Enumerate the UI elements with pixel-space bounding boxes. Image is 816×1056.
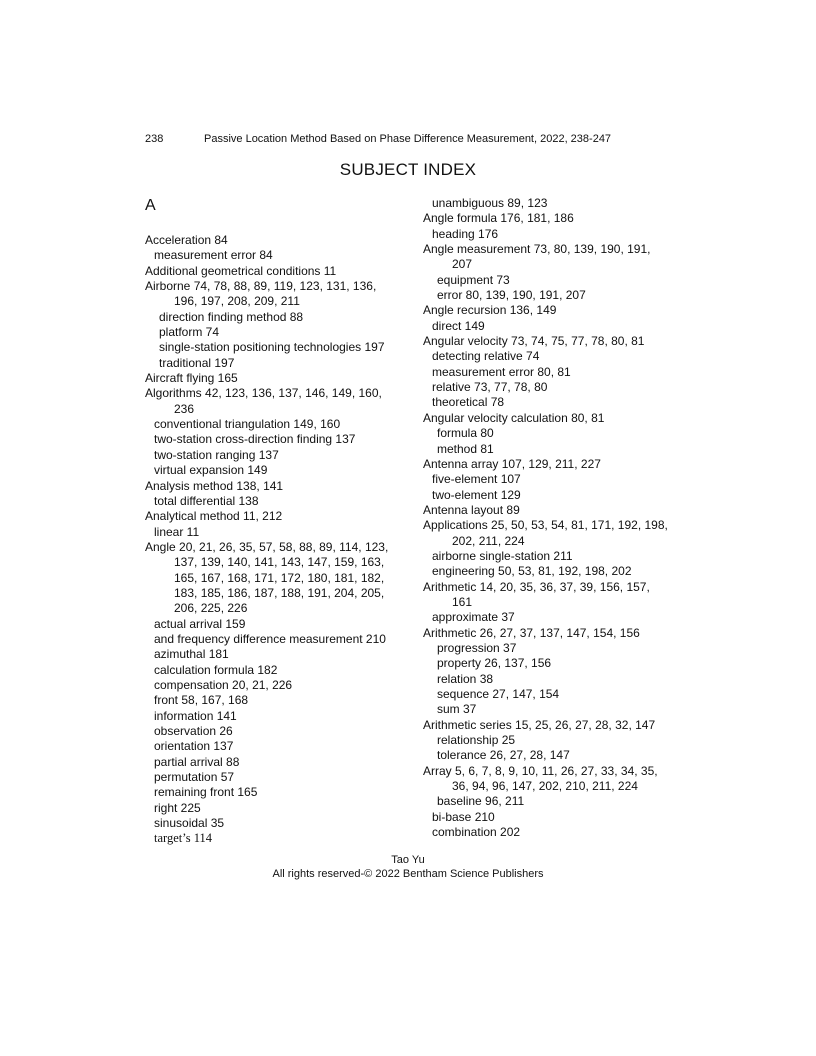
index-subentry: airborne single-station 211	[432, 548, 573, 563]
index-entry: Antenna array 107, 129, 211, 227	[423, 456, 601, 471]
index-subentry: orientation 137	[154, 739, 234, 754]
index-subentry: baseline 96, 211	[437, 794, 525, 809]
index-subentry: two-station ranging 137	[154, 447, 279, 462]
index-subentry: single-station positioning technologies 197	[159, 340, 385, 355]
index-subentry: relation 38	[437, 671, 494, 686]
index-entry: Acceleration 84	[145, 233, 228, 247]
index-subentry: equipment 73	[437, 272, 510, 287]
index-subentry: azimuthal 181	[154, 647, 229, 662]
index-entry-continuation: 206, 225, 226	[174, 601, 248, 616]
index-subentry: relationship 25	[437, 733, 516, 748]
index-subentry: direct 149	[432, 318, 485, 333]
index-entry-continuation: 183, 185, 186, 187, 188, 191, 204, 205,	[174, 585, 385, 600]
index-entry: Angle formula 176, 181, 186	[423, 211, 574, 226]
index-subentry: property 26, 137, 156	[437, 656, 552, 671]
index-subentry: two-element 129	[432, 487, 521, 502]
index-entry-continuation: 137, 139, 140, 141, 143, 147, 159, 163,	[174, 555, 385, 570]
index-subentry: actual arrival 159	[154, 616, 246, 631]
index-entry: Arithmetic series 15, 25, 26, 27, 28, 32, 147	[423, 717, 656, 732]
index-entry: Angle 20, 21, 26, 35, 57, 58, 88, 89, 114, 123,	[145, 539, 389, 554]
index-entry: Applications 25, 50, 53, 54, 81, 171, 192, 198,	[423, 518, 668, 533]
index-column-left	[145, 233, 415, 847]
index-subentry: linear 11	[154, 524, 200, 539]
footer-copyright: All rights reserved-© 2022 Bentham Science Publishers	[272, 868, 544, 880]
index-subentry: method 81	[437, 441, 494, 456]
index-subentry: partial arrival 88	[154, 754, 240, 769]
index-entry: Aircraft flying 165	[145, 371, 238, 386]
index-entry: Angular velocity calculation 80, 81	[423, 410, 605, 425]
index-subentry: five-element 107	[432, 472, 521, 487]
index-subentry: sinusoidal 35	[154, 816, 225, 831]
index-subentry: direction finding method 88	[159, 309, 304, 324]
index-subentry: conventional triangulation 149, 160	[154, 417, 341, 432]
index-subentry: two-station cross-direction finding 137	[154, 432, 356, 447]
index-subentry: front 58, 167, 168	[154, 693, 249, 708]
index-entry: Arithmetic 26, 27, 37, 137, 147, 154, 156	[423, 625, 640, 640]
index-subentry: bi-base 210	[432, 809, 495, 824]
index-subentry: relative 73, 77, 78, 80	[432, 380, 548, 395]
index-subentry: detecting relative 74	[432, 349, 540, 364]
index-subentry: traditional 197	[159, 355, 235, 370]
index-subentry: sequence 27, 147, 154	[437, 687, 560, 701]
index-subentry: approximate 37	[432, 610, 515, 625]
index-subentry: compensation 20, 21, 226	[154, 677, 293, 692]
index-subentry: observation 26	[154, 724, 233, 738]
index-entry-continuation: 161	[452, 594, 473, 609]
index-subentry: engineering 50, 53, 81, 192, 198, 202	[432, 564, 632, 579]
index-column-right	[423, 196, 693, 840]
index-entry: Additional geometrical conditions 11	[145, 263, 337, 278]
index-entry: Algorithms 42, 123, 136, 137, 146, 149, 160,	[145, 386, 382, 401]
page-number: 238	[145, 133, 164, 145]
index-subentry: information 141	[154, 708, 237, 723]
index-entry-continuation: 202, 211, 224	[452, 533, 525, 548]
index-subentry: total differential 138	[154, 493, 259, 508]
running-title: Passive Location Method Based on Phase Difference Measurement, 2022, 238-247	[204, 133, 612, 145]
index-entry-continuation: 196, 197, 208, 209, 211	[174, 294, 300, 309]
section-letter: A	[145, 197, 156, 214]
index-entry: Analytical method 11, 212	[145, 509, 283, 524]
index-entry: Arithmetic 14, 20, 35, 36, 37, 39, 156, 157,	[423, 579, 650, 594]
index-entry: Array 5, 6, 7, 8, 9, 10, 11, 26, 27, 33, 34, 35,	[423, 763, 658, 778]
index-entry: Analysis method 138, 141	[145, 478, 284, 493]
index-subentry: and frequency difference measurement 210	[154, 631, 386, 646]
index-subentry: right 225	[154, 800, 201, 815]
page-title: SUBJECT INDEX	[339, 160, 477, 179]
index-subentry: remaining front 165	[154, 785, 258, 800]
index-entry-continuation: 165, 167, 168, 171, 172, 180, 181, 182,	[174, 570, 385, 585]
index-entry: Angle measurement 73, 80, 139, 190, 191,	[423, 242, 651, 257]
index-subentry: measurement error 84	[154, 248, 273, 263]
index-subentry: permutation 57	[154, 770, 235, 785]
index-subentry: unambiguous 89, 123	[432, 196, 548, 210]
index-subentry: measurement error 80, 81	[432, 364, 571, 379]
index-subentry: platform 74	[159, 325, 220, 340]
index-entry: Antenna layout 89	[423, 502, 520, 517]
index-subentry: error 80, 139, 190, 191, 207	[437, 288, 586, 303]
index-subentry: progression 37	[437, 640, 517, 655]
index-subentry: theoretical 78	[432, 395, 505, 410]
index-subentry: formula 80	[437, 426, 494, 441]
index-entry: Airborne 74, 78, 88, 89, 119, 123, 131, 136,	[145, 279, 377, 294]
index-entry: Angle recursion 136, 149	[423, 303, 557, 318]
index-subentry: tolerance 26, 27, 28, 147	[437, 748, 570, 763]
index-subentry: virtual expansion 149	[154, 463, 268, 478]
index-entry-continuation: 207	[452, 257, 473, 272]
index-entry-continuation: 236	[174, 401, 195, 416]
index-subentry: target’s 114	[154, 831, 212, 846]
page-footer	[0, 853, 816, 881]
footer-author: Tao Yu	[391, 854, 425, 866]
index-subentry: heading 176	[432, 226, 499, 241]
index-subentry: calculation formula 182	[154, 662, 278, 677]
index-subentry: sum 37	[437, 702, 477, 717]
index-entry: Angular velocity 73, 74, 75, 77, 78, 80, 81	[423, 334, 645, 349]
index-subentry: combination 202	[432, 825, 521, 840]
index-entry-continuation: 36, 94, 96, 147, 202, 210, 211, 224	[452, 779, 638, 794]
